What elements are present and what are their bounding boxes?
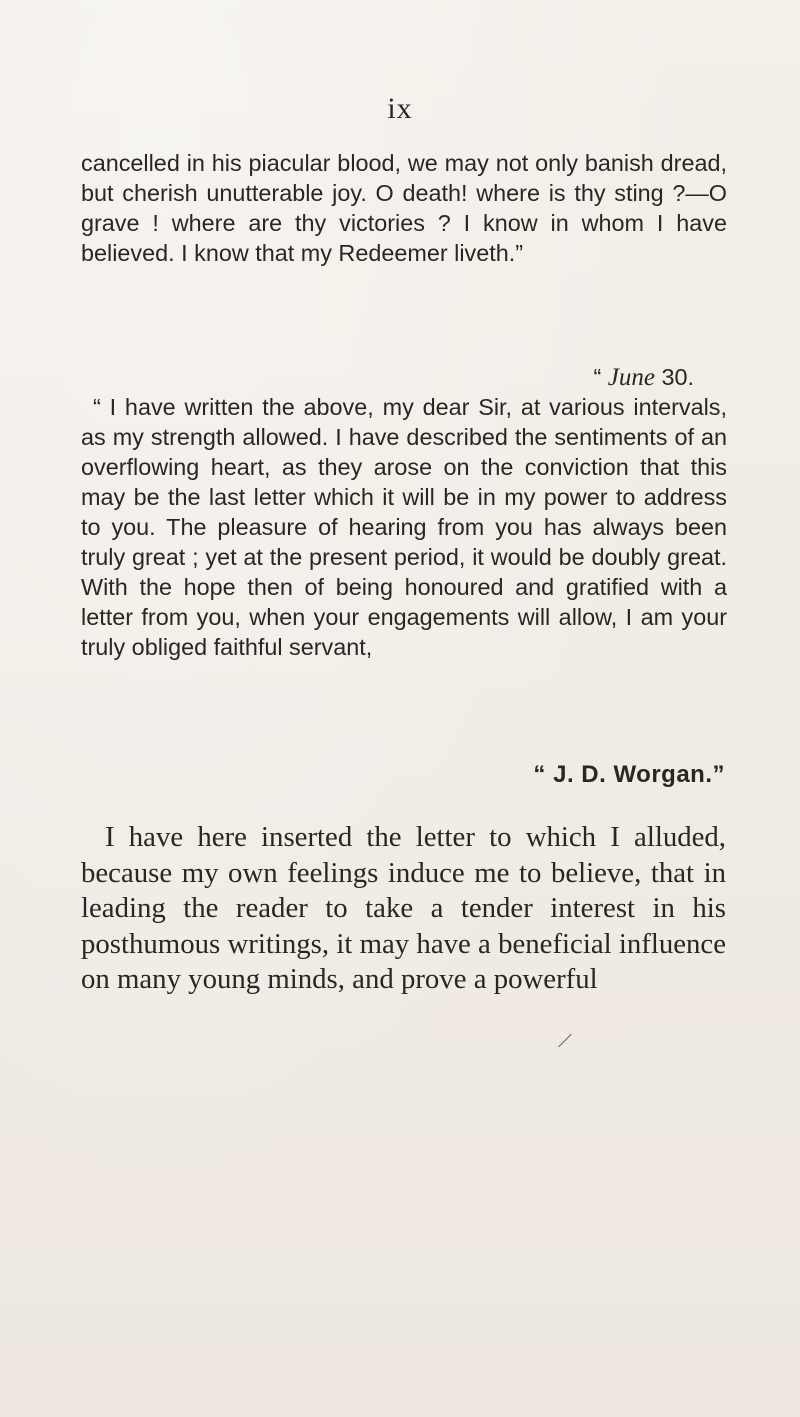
dateline-day: 30. [654, 364, 694, 390]
dateline-quote: “ [593, 364, 602, 390]
letter-paragraph: cancelled in his piacular blood, we may not only banish dread, but cherish unutterable joy. O death! where is thy sting ?—O grave ! where are thy victories ? I know in whom I have believed. I know that my Redeemer liveth.” [81, 150, 727, 266]
letter-signature: “ J. D. Worgan.” [533, 761, 725, 788]
dateline-month: June [607, 364, 655, 391]
letter-body [81, 148, 727, 268]
letter-dateline [593, 362, 694, 393]
stray-mark [558, 1034, 571, 1047]
letter-closing [81, 392, 727, 662]
narrative-paragraph: I have here inserted the letter to which I alluded, because my own feelings induce me to believe, that in leading the reader to take a tender interest in his posthumous writings, it may have a beneficial influence on many young minds, and prove a powerful [81, 821, 726, 995]
letter-paragraph: “ I have written the above, my dear Sir, at various intervals, as my strength allowed. I have described the sentiments of an overflowing heart, as they arose on the conviction that this may be the last letter which it will be in my power to address to you. The pleasure of hearing from you has always been truly great ; yet at the present period, it would be doubly great. With the hope then of being honoured and gratified with a letter from you, when your engagements will allow, I am your truly obliged faithful servant, [81, 394, 727, 660]
page-number: ix [387, 92, 413, 125]
narrative-body [81, 820, 726, 998]
